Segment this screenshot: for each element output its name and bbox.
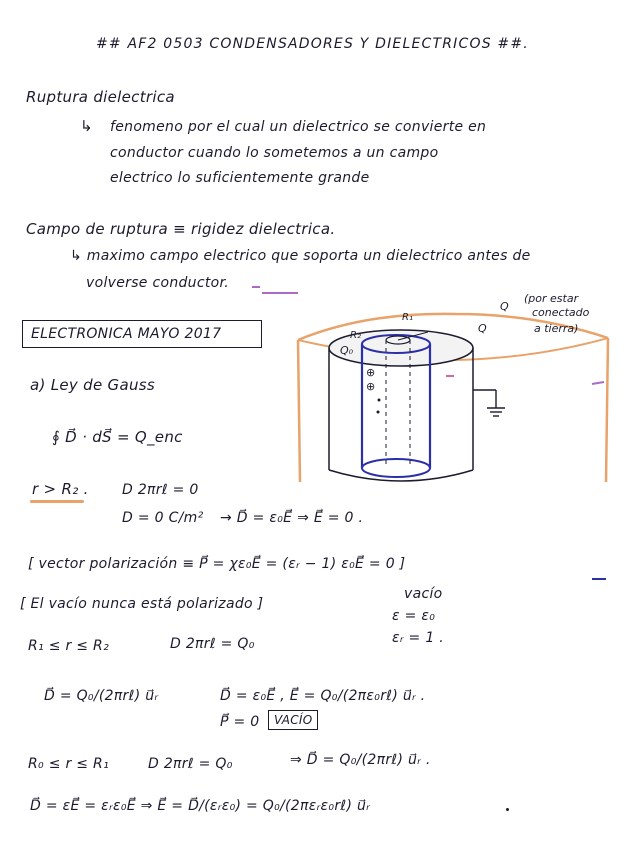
- case2-equation1: D 2πrℓ = Q₀: [170, 636, 255, 652]
- diagram-label-r2: R₂: [350, 330, 361, 341]
- gauss-equation: ∮ D⃗ · dS⃗ = Q_enc: [52, 428, 183, 446]
- case2-condition: R₁ ≤ r ≤ R₂: [28, 638, 109, 654]
- case2-vacio-box: VACÍO: [268, 710, 318, 730]
- campo-ruptura-line3: volverse conductor.: [86, 275, 230, 291]
- case1-equation2a: D = 0 C/m²: [122, 510, 204, 526]
- ruptura-heading: Ruptura dielectrica: [26, 88, 175, 106]
- case1-equation1: D 2πrℓ = 0: [122, 482, 199, 498]
- case3-equation3: D⃗ = εE⃗ = εᵣε₀E⃗ ⇒ E⃗ = D⃗/(εᵣε₀) = Q₀/(2πεᵣε₀rℓ) u⃗ᵣ: [30, 798, 371, 814]
- diagram-label-r1: R₁: [402, 312, 413, 323]
- vacuum-never-polarized-note: [ El vacío nunca está polarizado ]: [20, 596, 264, 612]
- case2-equation4: P⃗ = 0: [220, 714, 260, 730]
- ruptura-definition-line3: electrico lo suficientemente grande: [110, 170, 370, 186]
- diagram-label-q-outer-top: Q: [478, 322, 487, 335]
- polarization-vector-line: [ vector polarización ≡ P⃗ = χε₀E⃗ = (εᵣ − 1) ε₀E⃗ = 0 ]: [28, 556, 406, 572]
- purple-tick-mark: [252, 286, 260, 288]
- case3-equation1: D 2πrℓ = Q₀: [148, 756, 233, 772]
- svg-text:⊕: ⊕: [366, 366, 376, 379]
- case3-equation2: ⇒ D⃗ = Q₀/(2πrℓ) u⃗ᵣ .: [290, 752, 431, 768]
- page-header-title: ## AF2 0503 CONDENSADORES Y DIELECTRICOS ##.: [96, 36, 529, 52]
- vacuum-equation1: ε = ε₀: [392, 608, 436, 624]
- vacuum-title: vacío: [404, 586, 443, 602]
- case1-equation2b: → D⃗ = ε₀E⃗ ⇒ E⃗ = 0 .: [220, 510, 364, 526]
- diagram-note-line1: (por estar: [524, 292, 579, 305]
- ruptura-definition-line1: fenomeno por el cual un dielectrico se convierte en: [110, 119, 487, 135]
- campo-ruptura-line2: ↳ maximo campo electrico que soporta un dielectrico antes de: [70, 248, 531, 264]
- stray-dot-mark: [506, 808, 509, 811]
- case2-equation3: D⃗ = ε₀E⃗ , E⃗ = Q₀/(2πε₀rℓ) u⃗ᵣ .: [220, 688, 426, 704]
- svg-text:⊕: ⊕: [366, 380, 376, 393]
- case3-condition: R₀ ≤ r ≤ R₁: [28, 756, 109, 772]
- blue-dash-mark: [592, 578, 606, 580]
- case2-equation2: D⃗ = Q₀/(2πrℓ) u⃗ᵣ: [44, 688, 159, 704]
- campo-ruptura-line1: Campo de ruptura ≡ rigidez dielectrica.: [26, 220, 336, 238]
- case1-orange-underline: [30, 500, 84, 503]
- diagram-note-line2: conectado: [532, 306, 590, 319]
- ruptura-arrow: ↳: [80, 117, 93, 135]
- case1-condition: r > R₂ .: [32, 480, 89, 498]
- diagram-label-q-outer: Q: [500, 300, 509, 313]
- ruptura-definition-line2: conductor cuando lo sometemos a un campo: [110, 145, 439, 161]
- diagram-note-line3: a tierra): [534, 322, 579, 335]
- diagram-label-q0: Q₀: [340, 344, 354, 357]
- gauss-title: a) Ley de Gauss: [30, 376, 156, 394]
- vacuum-equation2: εᵣ = 1 .: [392, 630, 445, 646]
- exam-label-box: ELECTRONICA MAYO 2017: [22, 320, 262, 348]
